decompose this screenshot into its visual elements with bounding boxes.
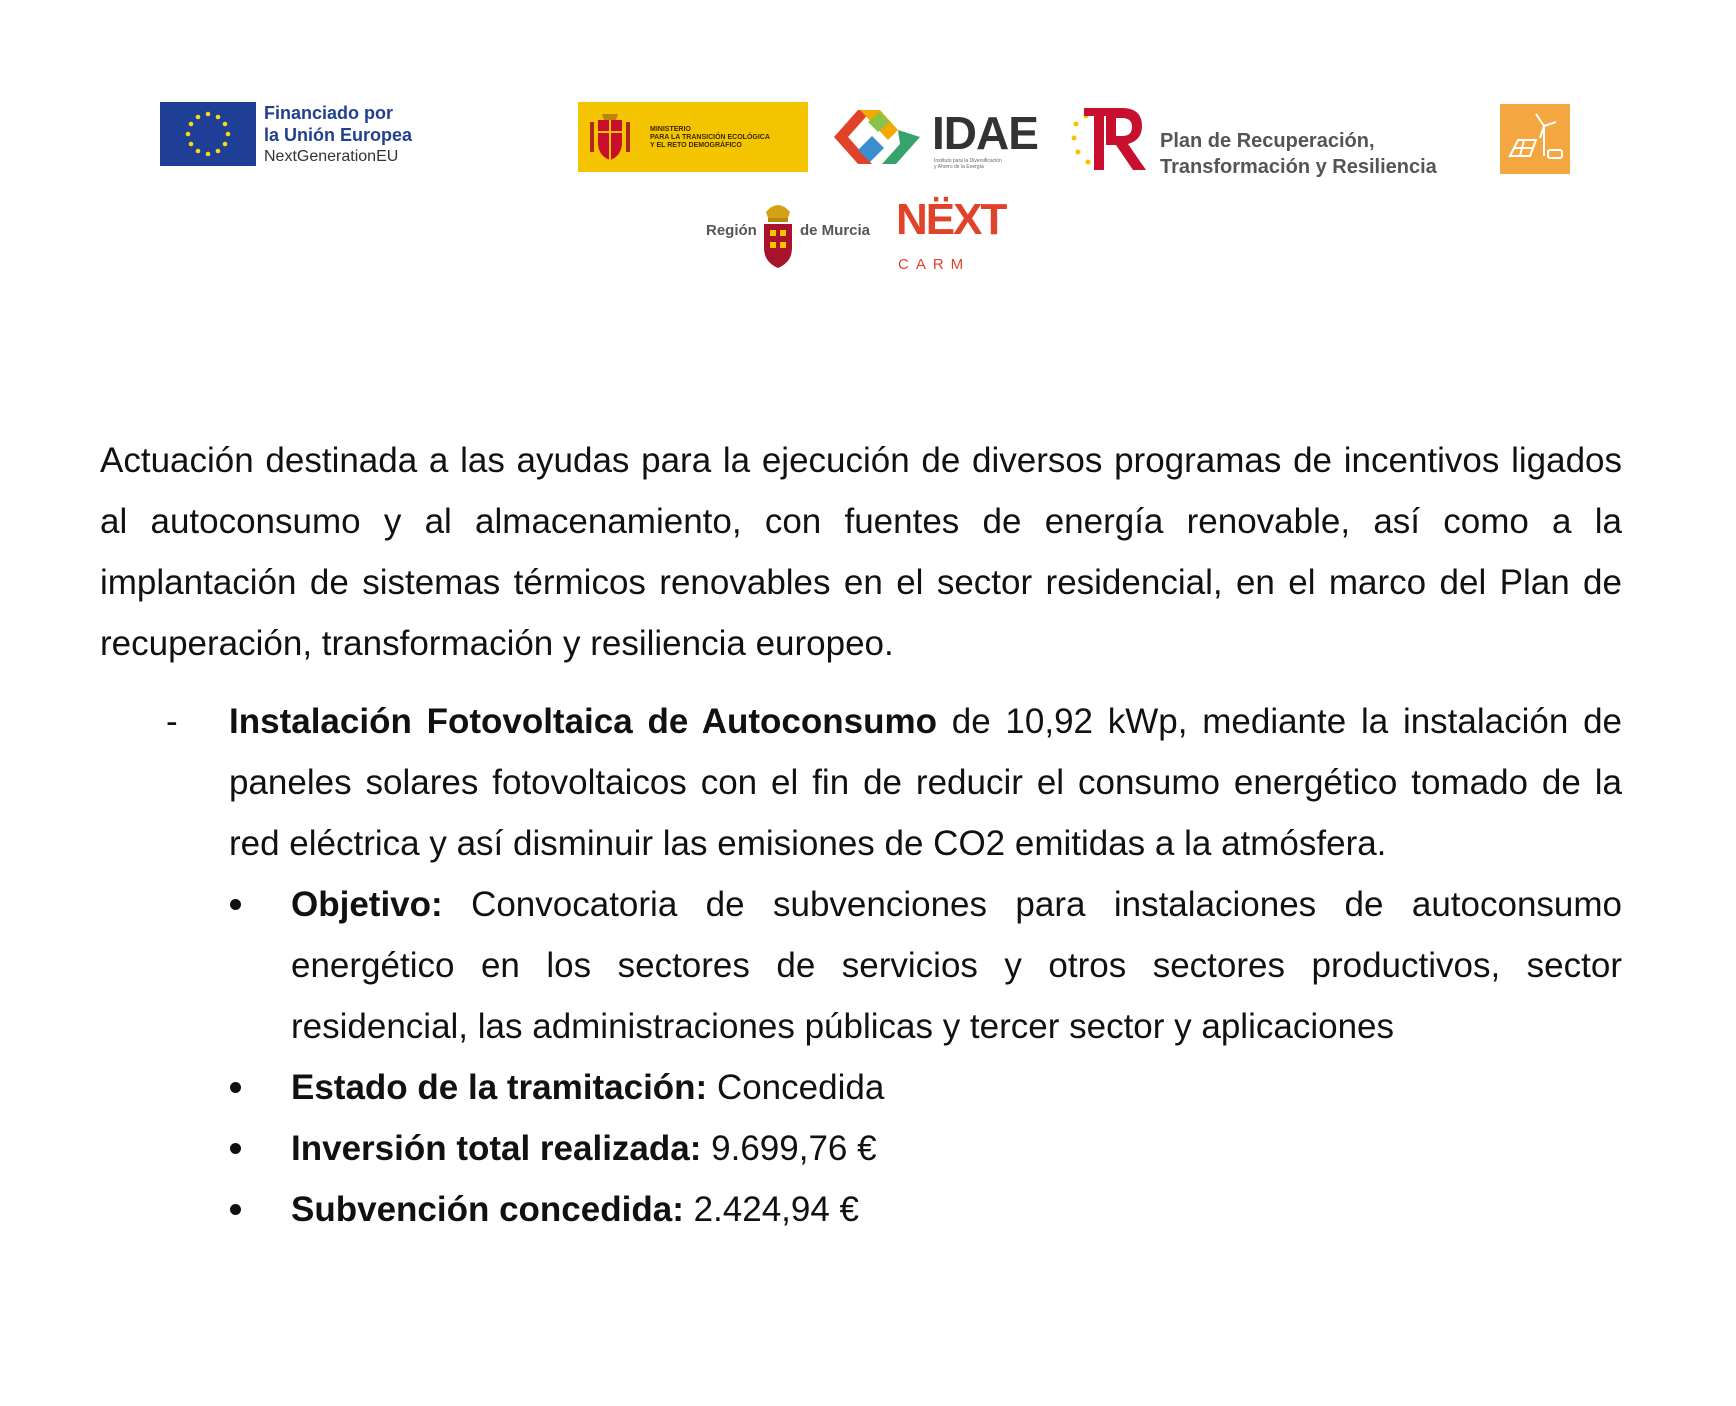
renewable-energy-icon xyxy=(1500,104,1570,174)
ministerio-line-3: Y EL RETO DEMOGRÁFICO xyxy=(650,142,742,149)
detail-label: Objetivo: xyxy=(291,885,443,924)
detail-objetivo xyxy=(100,874,1622,1057)
detail-label: Subvención concedida: xyxy=(291,1190,684,1229)
eu-line-3: NextGenerationEU xyxy=(264,148,399,165)
prtr-r-icon xyxy=(1070,102,1154,174)
ministerio-line-2: PARA LA TRANSICIÓN ECOLÓGICA xyxy=(650,134,770,141)
detail-label: Estado de la tramitación: xyxy=(291,1068,708,1107)
prtr-line-1: Plan de Recuperación, xyxy=(1160,130,1375,152)
next-carm-wordmark xyxy=(896,196,1005,244)
installation-item xyxy=(100,691,1622,874)
carm-label: CARM xyxy=(898,256,971,273)
bullet-icon xyxy=(230,1204,241,1215)
eu-funding-text xyxy=(264,102,464,168)
next-wordmark: NËXT xyxy=(896,195,1006,244)
bullet-icon xyxy=(230,1143,241,1154)
detail-value: 2.424,94 € xyxy=(683,1190,860,1229)
ministerio-text xyxy=(650,126,800,150)
detail-value: 9.699,76 € xyxy=(701,1129,877,1168)
logos-header xyxy=(0,0,1736,300)
idae-mark-icon xyxy=(828,102,926,172)
spain-coat-of-arms-icon xyxy=(588,112,632,162)
installation-description: de 10,92 kWp, mediante la instalación de paneles solares fotovoltaicos con el fin de reducir el consumo energético tomado de la red eléctrica y así disminuir las emisiones de CO2 emitidas a la atmósfera. xyxy=(229,702,1622,863)
idae-subtitle-line-2: y Ahorro de la Energía xyxy=(934,164,984,170)
murcia-region-label: Región xyxy=(706,222,757,239)
idae-wordmark: IDAE xyxy=(932,107,1038,159)
detail-subvencion xyxy=(100,1179,1622,1240)
bullet-icon xyxy=(230,1082,241,1093)
dash-marker: - xyxy=(166,702,178,741)
eu-flag-logo xyxy=(160,102,256,166)
detail-value: Concedida xyxy=(707,1068,885,1107)
eu-line-1: Financiado por xyxy=(264,103,394,123)
prtr-text xyxy=(1160,128,1490,180)
detail-inversion xyxy=(100,1118,1622,1179)
document-body xyxy=(100,430,1622,1240)
detail-label: Inversión total realizada: xyxy=(291,1129,702,1168)
details-list xyxy=(100,874,1622,1240)
bullet-icon xyxy=(230,899,241,910)
murcia-shield-icon xyxy=(758,198,798,270)
ministerio-logo xyxy=(578,102,808,172)
detail-estado xyxy=(100,1057,1622,1118)
prtr-line-2: Transformación y Resiliencia xyxy=(1160,156,1437,178)
detail-value: Convocatoria de subvenciones para instalaciones de autoconsumo energético en los sectores de servicios y otros sectores productivos, sector residencial, las administraciones públicas y tercer sector y aplicaciones xyxy=(291,885,1622,1046)
installation-title: Instalación Fotovoltaica de Autoconsumo xyxy=(229,702,938,741)
idae-subtitle-line-1: Instituto para la Diversificación xyxy=(934,158,1002,164)
murcia-name-label: de Murcia xyxy=(800,222,871,239)
eu-line-2: la Unión Europea xyxy=(264,125,413,145)
ministerio-line-1: MINISTERIO xyxy=(650,126,691,133)
intro-paragraph: Actuación destinada a las ayudas para la ejecución de diversos programas de incentivos ligados al autoconsumo y al almacenamiento, con fuentes de energía renovable, así como a la implantación de sistemas térmicos renovables en el sector residencial, en el marco del Plan de recuperación, transformación y resiliencia europeo. xyxy=(100,441,1622,663)
idae-subtitle xyxy=(934,158,1044,170)
